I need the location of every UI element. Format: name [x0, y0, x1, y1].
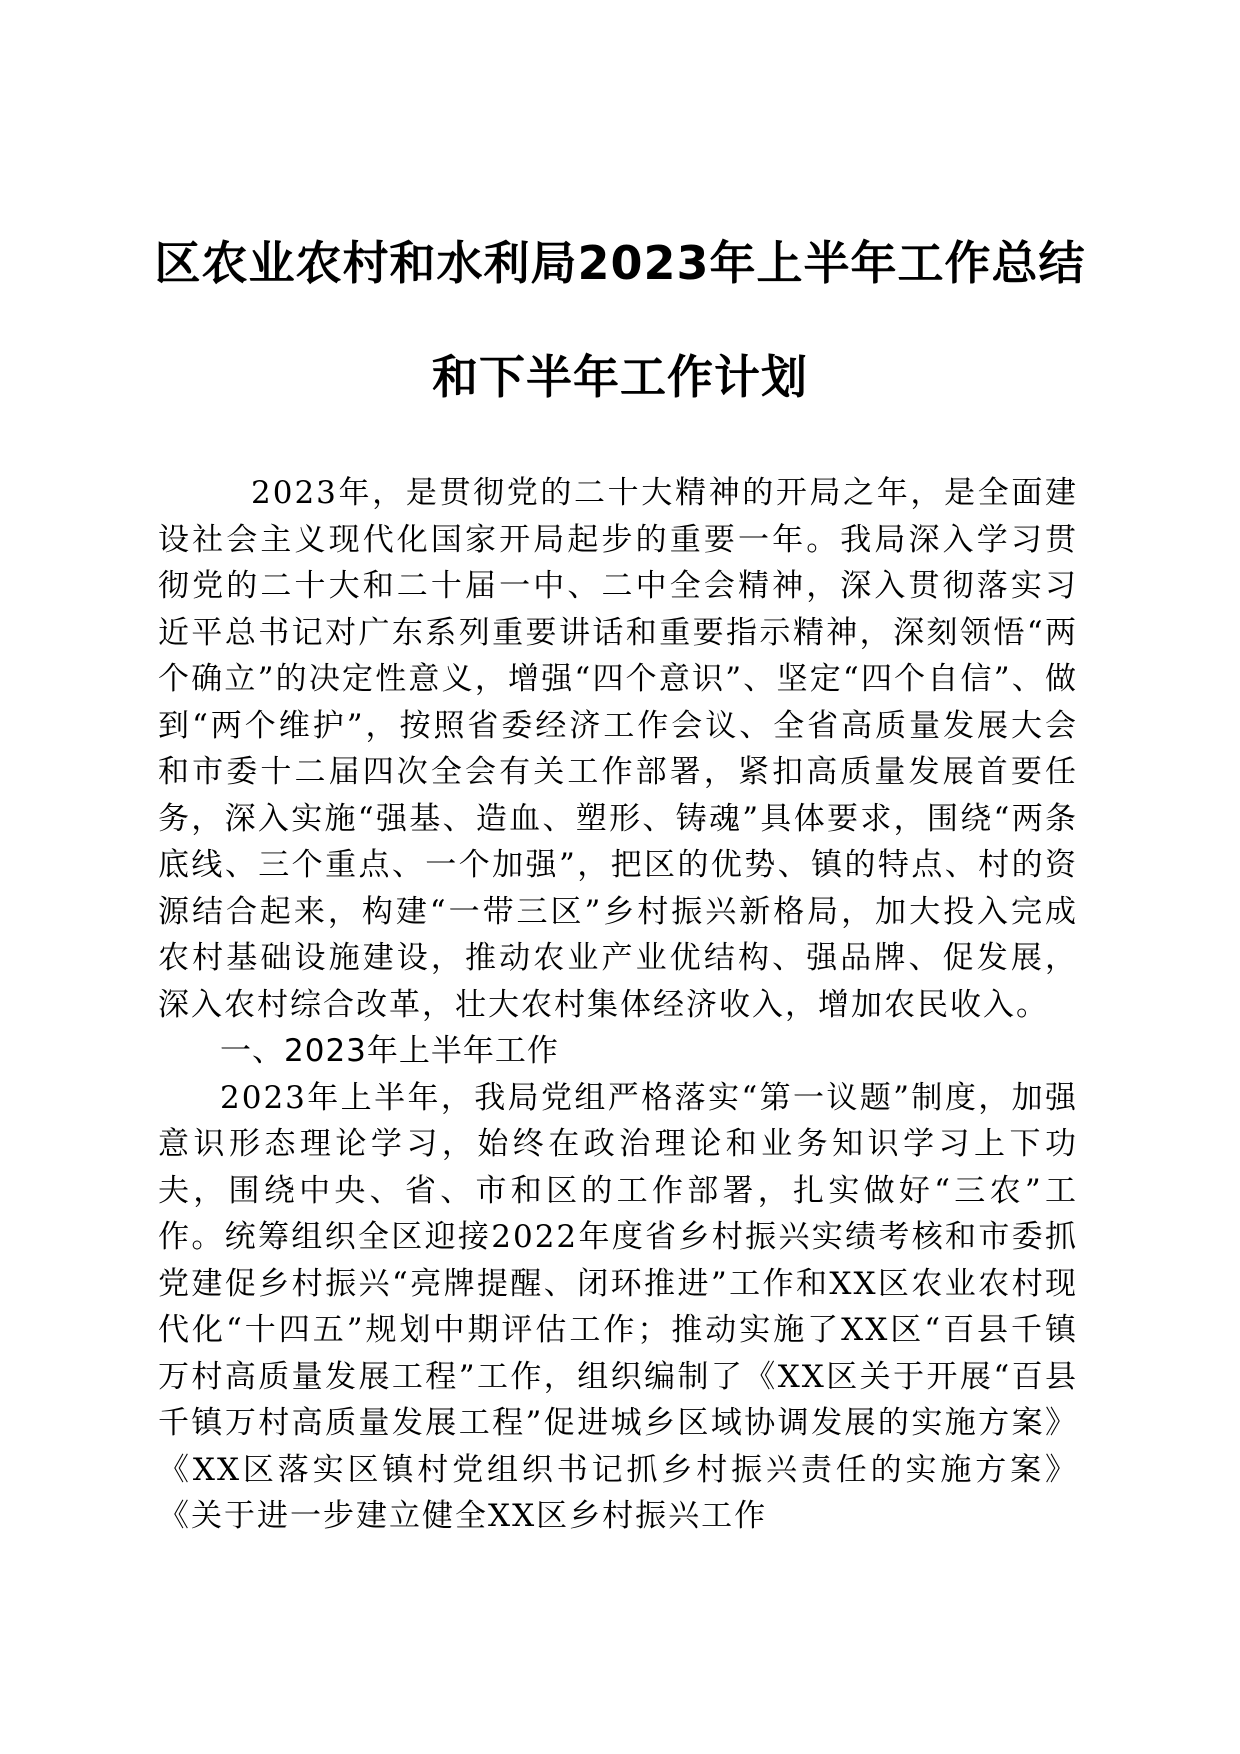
document-title-line-2: 和下半年工作计划 [432, 350, 808, 404]
document-title-line-1: 区农业农村和水利局2023年上半年工作总结 [154, 236, 1086, 290]
section-1-paragraph: 2023年上半年，我局党组严格落实“第一议题”制度，加强意识形态理论学习，始终在政治理论和业务知识学习上下功夫，围绕中央、省、市和区的工作部署，扎实做好“三农”工作。统筹组织全区迎接2022年度省乡村振兴实绩考核和市委抓党建促乡村振兴“亮牌提醒、闭环推进”工作和XX区农业农村现代化“十四五”规划中期评估工作；推动实施了XX区“百县千镇万村高质量发展工程”工作，组织编制了《XX区关于开展“百县千镇万村高质量发展工程”促进城乡区域协调发展的实施方案》《XX区落实区镇村党组织书记抓乡村振兴责任的实施方案》《关于进一步建立健全XX区乡村振兴工作 [158, 1079, 1078, 1534]
intro-paragraph: 2023年，是贯彻党的二十大精神的开局之年，是全面建设社会主义现代化国家开局起步的重要一年。我局深入学习贯彻党的二十大和二十届一中、二中全会精神，深入贯彻落实习近平总书记对广东系列重要讲话和重要指示精神，深刻领悟“两个确立”的决定性意义，增强“四个意识”、坚定“四个自信”、做到“两个维护”，按照省委经济工作会议、全省高质量发展大会和市委十二届四次全会有关工作部署，紧扣高质量发展首要任务，深入实施“强基、造血、塑形、铸魂”具体要求，围绕“两条底线、三个重点、一个加强”，把区的优势、镇的特点、村的资源结合起来，构建“一带三区”乡村振兴新格局，加大投入完成农村基础设施建设，推动农业产业优结构、强品牌、促发展，深入农村综合改革，壮大农村集体经济收入，增加农民收入。 [158, 475, 1078, 1023]
document-body [158, 470, 1078, 1540]
section-heading-1: 一、2023年上半年工作 [220, 1033, 559, 1069]
